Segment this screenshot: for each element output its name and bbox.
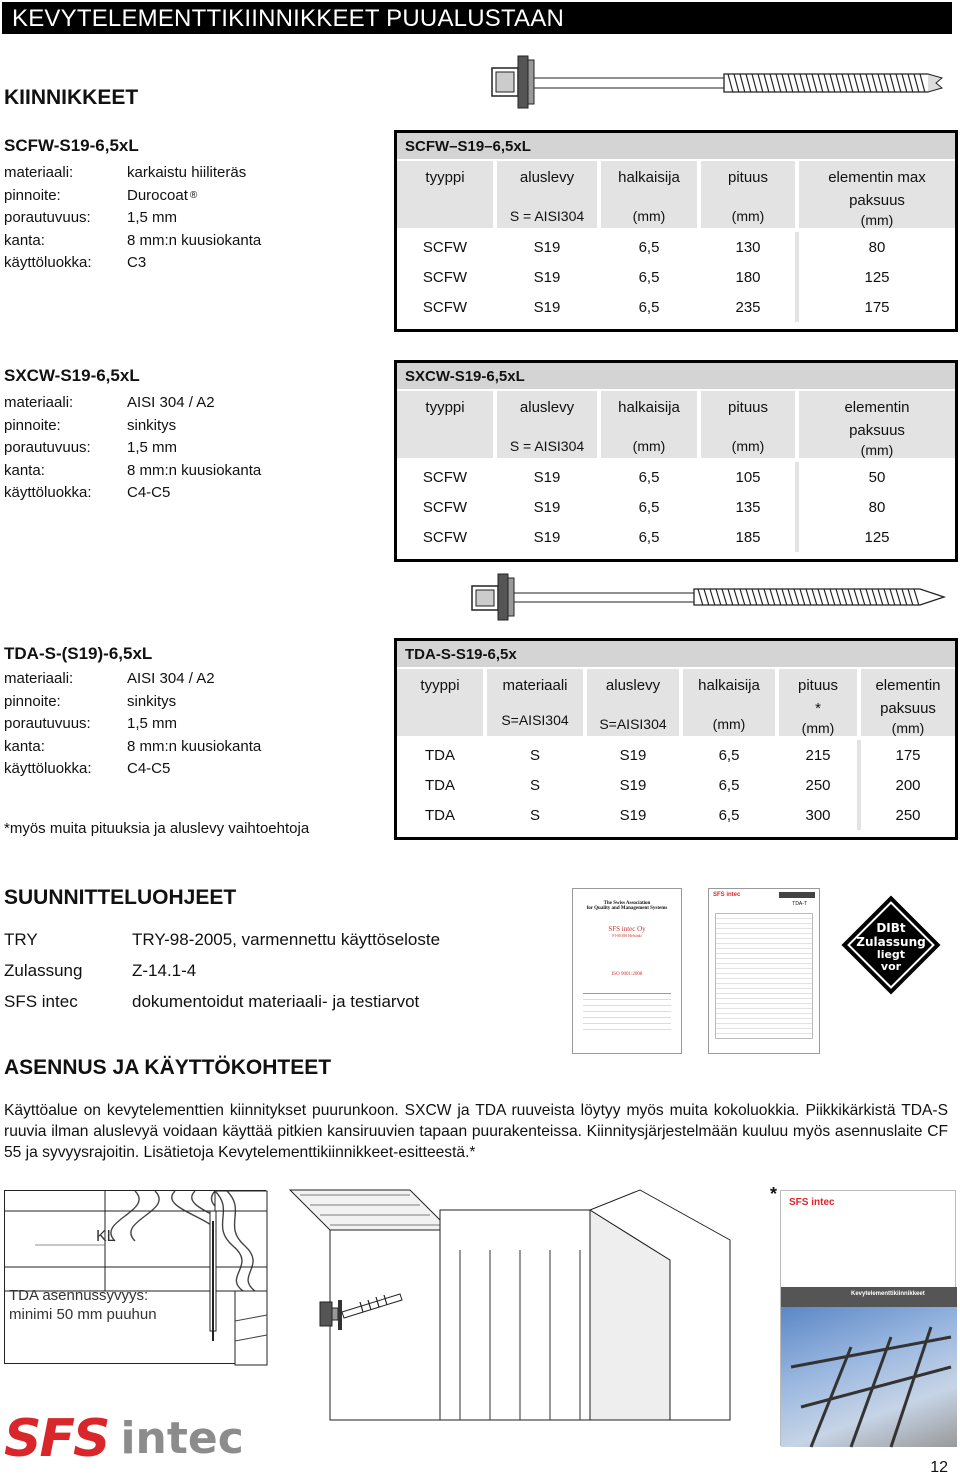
col-header: aluslevy S=AISI304	[587, 669, 683, 740]
spec-key: kanta:	[4, 231, 45, 249]
spec-key: materiaali:	[4, 164, 74, 181]
spec-value: karkaistu hiiliteräs	[127, 164, 247, 181]
spec-row	[4, 437, 261, 460]
spec-key: käyttöluokka:	[4, 760, 92, 777]
spec-list-tda	[4, 668, 261, 781]
spec-key: kanta:	[4, 737, 45, 755]
design-guidelines	[4, 924, 440, 1017]
col-header: elementin max paksuus (mm)	[799, 161, 955, 232]
spec-key: porautuvuus:	[4, 439, 91, 456]
design-value: dokumentoidut materiaali- ja testiarvot	[132, 992, 420, 1011]
col-header: materiaali S=AISI304	[487, 669, 587, 740]
certificate-thumbnail: The Swiss Association for Quality and Management Systems SFS intec Oy FI-00380 Helsinki ISO 9001:2008	[572, 888, 682, 1054]
svg-text:Zulassung: Zulassung	[856, 935, 926, 949]
spec-key: pinnoite:	[4, 186, 61, 204]
spec-row	[4, 691, 261, 714]
spec-row	[4, 392, 261, 415]
svg-text:liegt: liegt	[876, 948, 906, 961]
table-row: TDA S S19 6,5 215 175	[397, 740, 955, 770]
datasheet-thumbnail: SFS intec TDA-T	[708, 888, 820, 1054]
spec-key: porautuvuus:	[4, 209, 91, 226]
spec-row	[4, 668, 261, 691]
product-name-sxcw: SXCW-S19-6,5xL	[4, 366, 140, 385]
spec-value: 8 mm:n kuusiokanta	[127, 231, 262, 249]
table-tda	[394, 638, 958, 840]
logo-intec: intec	[120, 1413, 244, 1464]
spec-key: pinnoite:	[4, 416, 61, 434]
col-header: halkaisija (mm)	[601, 391, 701, 462]
spec-list-scfw	[4, 162, 261, 275]
product-name-scfw: SCFW-S19-6,5xL	[4, 136, 139, 155]
spec-value: 1,5 mm	[127, 715, 178, 732]
spec-value: C4-C5	[127, 760, 171, 777]
col-header: tyyppi	[397, 161, 497, 232]
spec-value: AISI 304 / A2	[127, 394, 215, 411]
spec-value: 1,5 mm	[127, 439, 178, 456]
table-row: SCFW S19 6,5 180 125	[397, 262, 955, 292]
spec-key: materiaali:	[4, 670, 74, 687]
col-header: halkaisija (mm)	[601, 161, 701, 232]
col-header: pituus * (mm)	[779, 669, 861, 740]
spec-value: sinkitys	[127, 416, 177, 434]
design-row	[4, 955, 440, 986]
tda-depth-label-line-1: TDA asennussyvyys:	[9, 1287, 149, 1304]
spec-row	[4, 252, 261, 275]
panel-installation-illustration	[290, 1190, 750, 1420]
spec-row	[4, 758, 261, 781]
col-header: pituus (mm)	[701, 161, 799, 232]
table-title: SCFW–S19–6,5xL	[397, 133, 955, 161]
table-title: SXCW-S19-6,5xL	[397, 363, 955, 391]
spec-row	[4, 162, 261, 185]
table-row: SCFW S19 6,5 185 125	[397, 522, 955, 552]
spec-value: AISI 304 / A2	[127, 670, 215, 687]
section-title-design: SUUNNITTELUOHJEET	[4, 886, 237, 909]
col-header: tyyppi	[397, 391, 497, 462]
col-header: pituus (mm)	[701, 391, 799, 462]
spec-value: sinkitys	[127, 692, 177, 710]
section-title-install: ASENNUS JA KÄYTTÖKOHTEET	[4, 1056, 332, 1079]
design-key: SFS intec	[4, 992, 78, 1011]
table-row: SCFW S19 6,5 105 50	[397, 462, 955, 492]
brochure-asterisk: *	[770, 1184, 778, 1204]
col-header: elementin paksuus (mm)	[861, 669, 955, 740]
tda-screw-illustration	[470, 572, 950, 622]
table-title: TDA-S-S19-6,5x	[397, 641, 955, 669]
table-header-row	[397, 161, 955, 232]
svg-text:DIBt: DIBt	[876, 921, 906, 935]
kl-label: KL	[96, 1228, 116, 1245]
sfs-intec-logo	[4, 1409, 244, 1469]
col-header: tyyppi	[397, 669, 487, 740]
page-banner: KEVYTELEMENTTIKIINNIKKEET PUUALUSTAAN	[2, 2, 952, 34]
spec-value: Durocoat	[127, 186, 188, 204]
design-row	[4, 986, 440, 1017]
table-header-row	[397, 391, 955, 462]
spec-list-sxcw	[4, 392, 261, 505]
spec-row	[4, 736, 261, 759]
table-sxcw	[394, 360, 958, 562]
table-row: TDA S S19 6,5 250 200	[397, 770, 955, 800]
table-scfw	[394, 130, 958, 332]
spec-value: 8 mm:n kuusiokanta	[127, 737, 262, 755]
spec-key: kanta:	[4, 461, 45, 479]
spec-row	[4, 482, 261, 505]
design-row	[4, 924, 440, 955]
col-header: aluslevy S = AISI304	[497, 391, 601, 462]
spec-key: pinnoite:	[4, 692, 61, 710]
spec-row	[4, 415, 261, 438]
dibt-approval-icon	[836, 890, 946, 1000]
col-header: aluslevy S = AISI304	[497, 161, 601, 232]
spec-key: porautuvuus:	[4, 715, 91, 732]
design-key: Zulassung	[4, 961, 83, 980]
installation-diagram	[4, 1190, 266, 1364]
section-title-fasteners: KIINNIKKEET	[4, 86, 139, 109]
length-note: *myös muita pituuksia ja aluslevy vaihtoehtoja	[4, 820, 310, 837]
spec-value: 8 mm:n kuusiokanta	[127, 461, 262, 479]
spec-row	[4, 713, 261, 736]
product-name-tda: TDA-S-(S19)-6,5xL	[4, 644, 153, 663]
logo-sfs: SFS	[4, 1409, 109, 1469]
brochure-thumbnail	[770, 1184, 960, 1448]
table-header-row	[397, 669, 955, 740]
brochure-title: Kevytelementtikiinnikkeet	[851, 1291, 925, 1297]
spec-value: C4-C5	[127, 484, 171, 501]
tda-depth-label-line-2: minimi 50 mm puuhun	[9, 1306, 157, 1323]
design-value: TRY-98-2005, varmennettu käyttöseloste	[132, 930, 441, 949]
spec-value: 1,5 mm	[127, 209, 178, 226]
table-row: SCFW S19 6,5 135 80	[397, 492, 955, 522]
table-row: SCFW S19 6,5 235 175	[397, 292, 955, 322]
scfw-screw-illustration	[490, 52, 950, 110]
col-header: halkaisija (mm)	[683, 669, 779, 740]
spec-value: C3	[127, 254, 147, 271]
spec-row	[4, 207, 261, 230]
spec-key: materiaali:	[4, 394, 74, 411]
install-paragraph: Käyttöalue on kevytelementtien kiinnitykset puurunkoon. SXCW ja TDA ruuveista löytyy myös muita kokoluokkia. Piikkikärkistä TDA-S ruuvia ilman aluslevyä voidaan käyttää pitkien kansiruuvien tapaan puurakenteissa. Kiinnitysjärjestelmään kuuluu myös asennuslaite CF 55 ja syvyysrajoitin. Lisätietoja Kevytelementtikiinnikkeet-esitteestä.*	[4, 1102, 948, 1161]
table-row: SCFW S19 6,5 130 80	[397, 232, 955, 262]
col-header: elementin paksuus (mm)	[799, 391, 955, 462]
registered-mark: ®	[189, 189, 198, 201]
page-number: 12	[930, 1459, 948, 1476]
svg-text:vor: vor	[880, 960, 902, 973]
spec-row	[4, 185, 261, 208]
design-key: TRY	[4, 930, 38, 949]
spec-row	[4, 230, 261, 253]
spec-key: käyttöluokka:	[4, 484, 92, 501]
table-row: TDA S S19 6,5 300 250	[397, 800, 955, 830]
brochure-brand: SFS intec	[789, 1197, 835, 1208]
spec-key: käyttöluokka:	[4, 254, 92, 271]
spec-row	[4, 460, 261, 483]
design-value: Z-14.1-4	[132, 961, 197, 980]
